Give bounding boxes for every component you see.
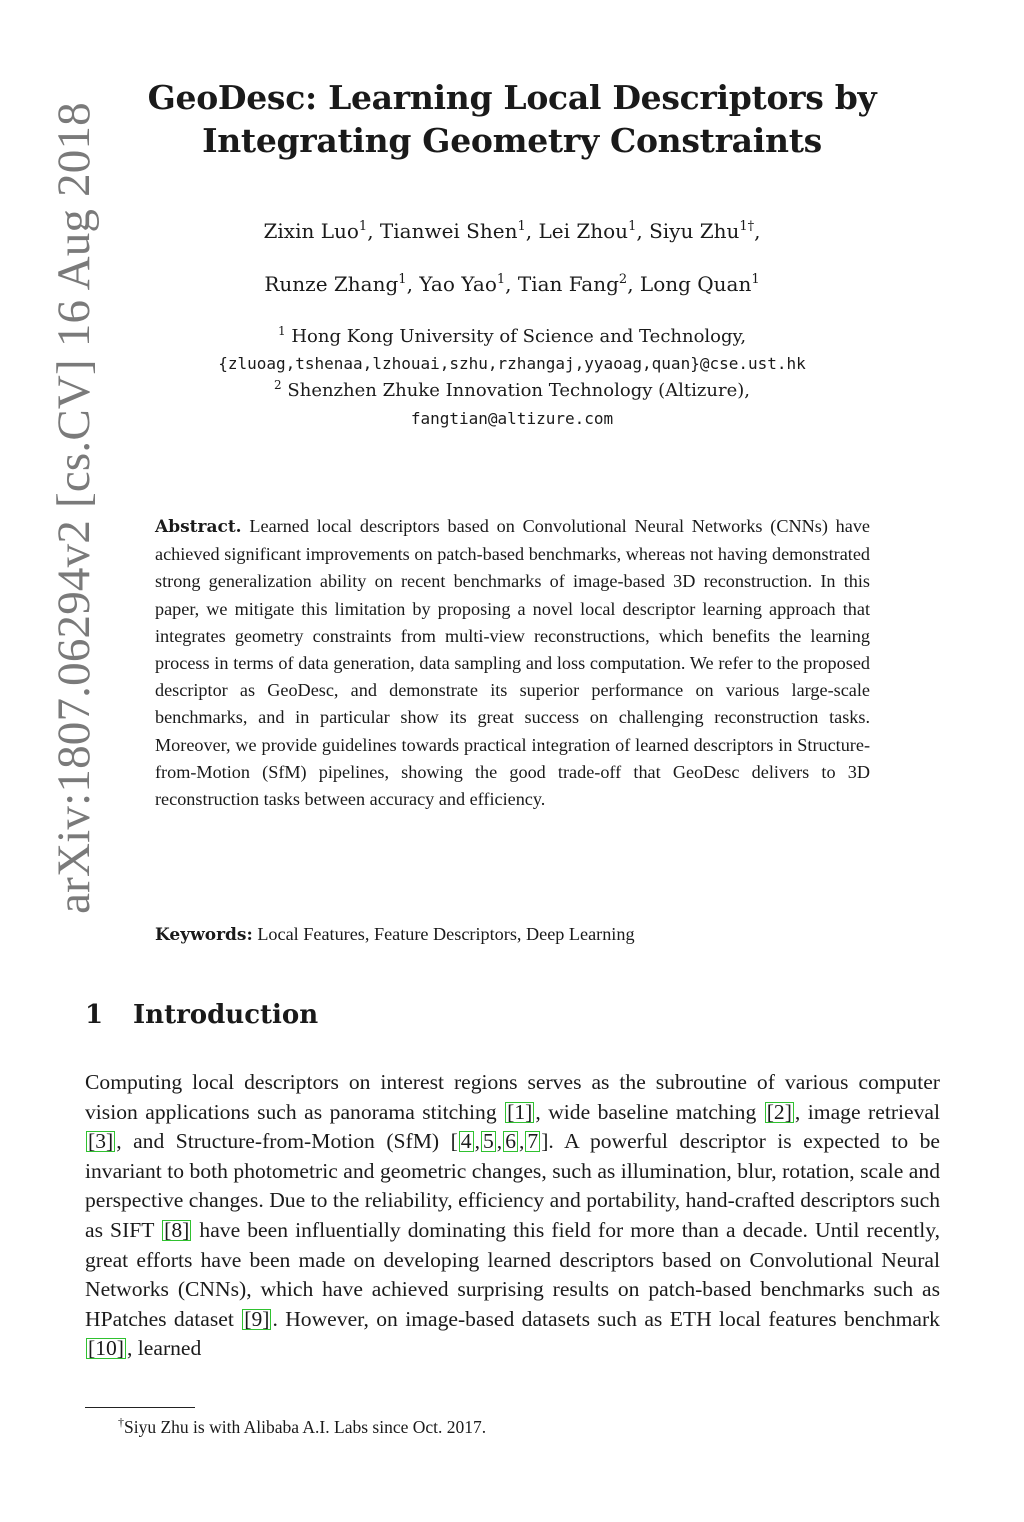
citation-link[interactable]: [8] bbox=[164, 1217, 190, 1242]
author-name: Yao Yao bbox=[419, 272, 497, 296]
citation-link[interactable]: 7 bbox=[527, 1129, 539, 1154]
citation-link[interactable]: [2] bbox=[766, 1099, 792, 1124]
abstract bbox=[155, 513, 870, 813]
affiliation-mark: 2 bbox=[274, 378, 282, 392]
author-affiliation-mark: 1 bbox=[358, 219, 368, 234]
author-name: Runze Zhang bbox=[264, 272, 399, 296]
citation-link[interactable]: [3] bbox=[88, 1129, 114, 1154]
keywords bbox=[155, 921, 870, 949]
section-title: Introduction bbox=[133, 1000, 319, 1030]
email: fangtian@altizure.com bbox=[410, 409, 614, 428]
author-affiliation-mark: 1 bbox=[398, 272, 407, 287]
author-name: Lei Zhou bbox=[538, 219, 629, 243]
body-text: , wide baseline matching bbox=[535, 1099, 757, 1124]
body-text: , and Structure-from-Motion (SfM) bbox=[116, 1129, 440, 1154]
body-text: Computing local descriptors on interest regions serves as the subroutine of various computer vision applications such as panorama stitching bbox=[85, 1070, 940, 1124]
body-text: . A powerful descriptor is expected to be invariant to both photometric and geometric changes, such as illumination, blur, rotation, scale and perspective changes. Due to the reliability, efficiency and portability, hand-crafted descriptors such as SIFT bbox=[85, 1129, 941, 1242]
author-name: Long Quan bbox=[639, 272, 752, 296]
author-name: Tian Fang bbox=[517, 272, 619, 296]
affiliation-2-email bbox=[110, 408, 914, 429]
footnote-divider bbox=[85, 1407, 195, 1408]
email-list: {zluoag,tshenaa,lzhouai,szhu,rzhangaj,yyaoag,quan}@cse.ust.hk bbox=[218, 354, 806, 373]
title-line-2: Integrating Geometry Constraints bbox=[202, 121, 822, 160]
affiliation-1 bbox=[110, 326, 914, 347]
affiliation-1-emails bbox=[110, 353, 914, 374]
paper-title bbox=[130, 76, 894, 162]
author-name: Siyu Zhu bbox=[649, 219, 740, 243]
footnote bbox=[118, 1417, 918, 1438]
author-affiliation-mark: 2 bbox=[618, 272, 628, 287]
arxiv-identifier: arXiv:1807.06294v2 [cs.CV] 16 Aug 2018 bbox=[48, 102, 100, 914]
body-text: , learned bbox=[126, 1336, 202, 1361]
authors-line-1: Zixin Luo$^1$, Tianwei Shen$^1$, Lei Zhou$^1$, Siyu Zhu$^{1\dagger}$, bbox=[263, 219, 761, 243]
abstract-label: Abstract. bbox=[155, 517, 242, 537]
body-text: , image retrieval bbox=[794, 1099, 940, 1124]
author-name: Tianwei Shen bbox=[379, 219, 518, 243]
author-affiliation-mark: 1 bbox=[517, 219, 526, 234]
citation-link[interactable]: 6 bbox=[505, 1129, 516, 1154]
section-heading bbox=[85, 1000, 940, 1030]
citation-link[interactable]: 5 bbox=[483, 1129, 494, 1154]
footnote-text: Siyu Zhu is with Alibaba A.I. Labs since Oct. 2017. bbox=[124, 1417, 487, 1437]
author-name: Zixin Luo bbox=[263, 219, 359, 243]
keywords-label: Keywords: bbox=[155, 925, 253, 945]
author-affiliation-mark: 1† bbox=[739, 219, 755, 234]
introduction-paragraph: Computing local descriptors on interest regions serves as the subroutine of various computer vision applications such as panorama stitching [1] , wide baseline matching [2] , image retrieval [3] , and Structure-from-Motion (SfM) [ 4 , 5 , 6 , 7 ]. A powerful descriptor is expected to be invariant to both photometric and geometric changes, such as illumination, blur, rotation, scale and perspective changes. Due to the reliability, efficiency and portability, hand-crafted descriptors such as SIFT [8] have been influentially dominating this field for more than a decade. Until recently, great efforts have been made on developing learned descriptors based on Convolutional Neural Networks (CNNs), which have achieved surprising results on patch-based benchmarks such as HPatches dataset [9] . However, on image-based datasets such as ETH local features benchmark [10] , learned bbox=[85, 1070, 941, 1361]
footnote-mark: † bbox=[118, 1415, 124, 1429]
body-text: have been influentially dominating this field for more than a decade. Until recently, great efforts have been made on developing learned descriptors based on Convolutional Neural Networks (CNNs), which have achieved surprising results on patch-based benchmarks such as HPatches dataset bbox=[85, 1217, 941, 1331]
affiliation-name: Shenzhen Zhuke Innovation Technology (Altizure), bbox=[287, 380, 750, 401]
author-affiliation-mark: 1 bbox=[628, 219, 637, 234]
keywords-text: Local Features, Feature Descriptors, Deep Learning bbox=[257, 924, 635, 944]
author-affiliation-mark: 1 bbox=[751, 272, 760, 287]
abstract-text: Learned local descriptors based on Convolutional Neural Networks (CNNs) have achieved significant improvements on patch-based benchmarks, whereas not having demonstrated strong generalization ability on recent benchmarks of image-based 3D reconstruction. In this paper, we mitigate this limitation by proposing a novel local descriptor learning approach that integrates geometry constraints from multi-view reconstructions, which benefits the learning process in terms of data generation, data sampling and loss computation. We refer to the proposed descriptor as GeoDesc, and demonstrate its superior performance on various large-scale benchmarks, and in particular show its great success on challenging reconstruction tasks. Moreover, we provide guidelines towards practical integration of learned descriptors in Structure-from-Motion (SfM) pipelines, showing the good trade-off that GeoDesc delivers to 3D reconstruction tasks between accuracy and efficiency. bbox=[155, 516, 871, 810]
citation-link[interactable]: [9] bbox=[244, 1306, 270, 1331]
citation-link[interactable]: 4 bbox=[460, 1129, 472, 1154]
citation-link[interactable]: [10] bbox=[88, 1336, 124, 1361]
authors-line-2: Runze Zhang$^1$, Yao Yao$^1$, Tian Fang$^2$, Long Quan$^1$ bbox=[264, 272, 760, 296]
section-number: 1 bbox=[85, 1000, 104, 1030]
affiliation-name: Hong Kong University of Science and Technology, bbox=[291, 326, 747, 347]
affiliation-mark: 1 bbox=[277, 324, 286, 338]
body-text: . However, on image-based datasets such as ETH local features benchmark bbox=[272, 1306, 940, 1331]
title-line-1: GeoDesc: Learning Local Descriptors by bbox=[147, 78, 877, 117]
citation-link[interactable]: [1] bbox=[507, 1099, 533, 1124]
author-affiliation-mark: 1 bbox=[496, 272, 506, 287]
affiliation-2 bbox=[110, 380, 914, 401]
